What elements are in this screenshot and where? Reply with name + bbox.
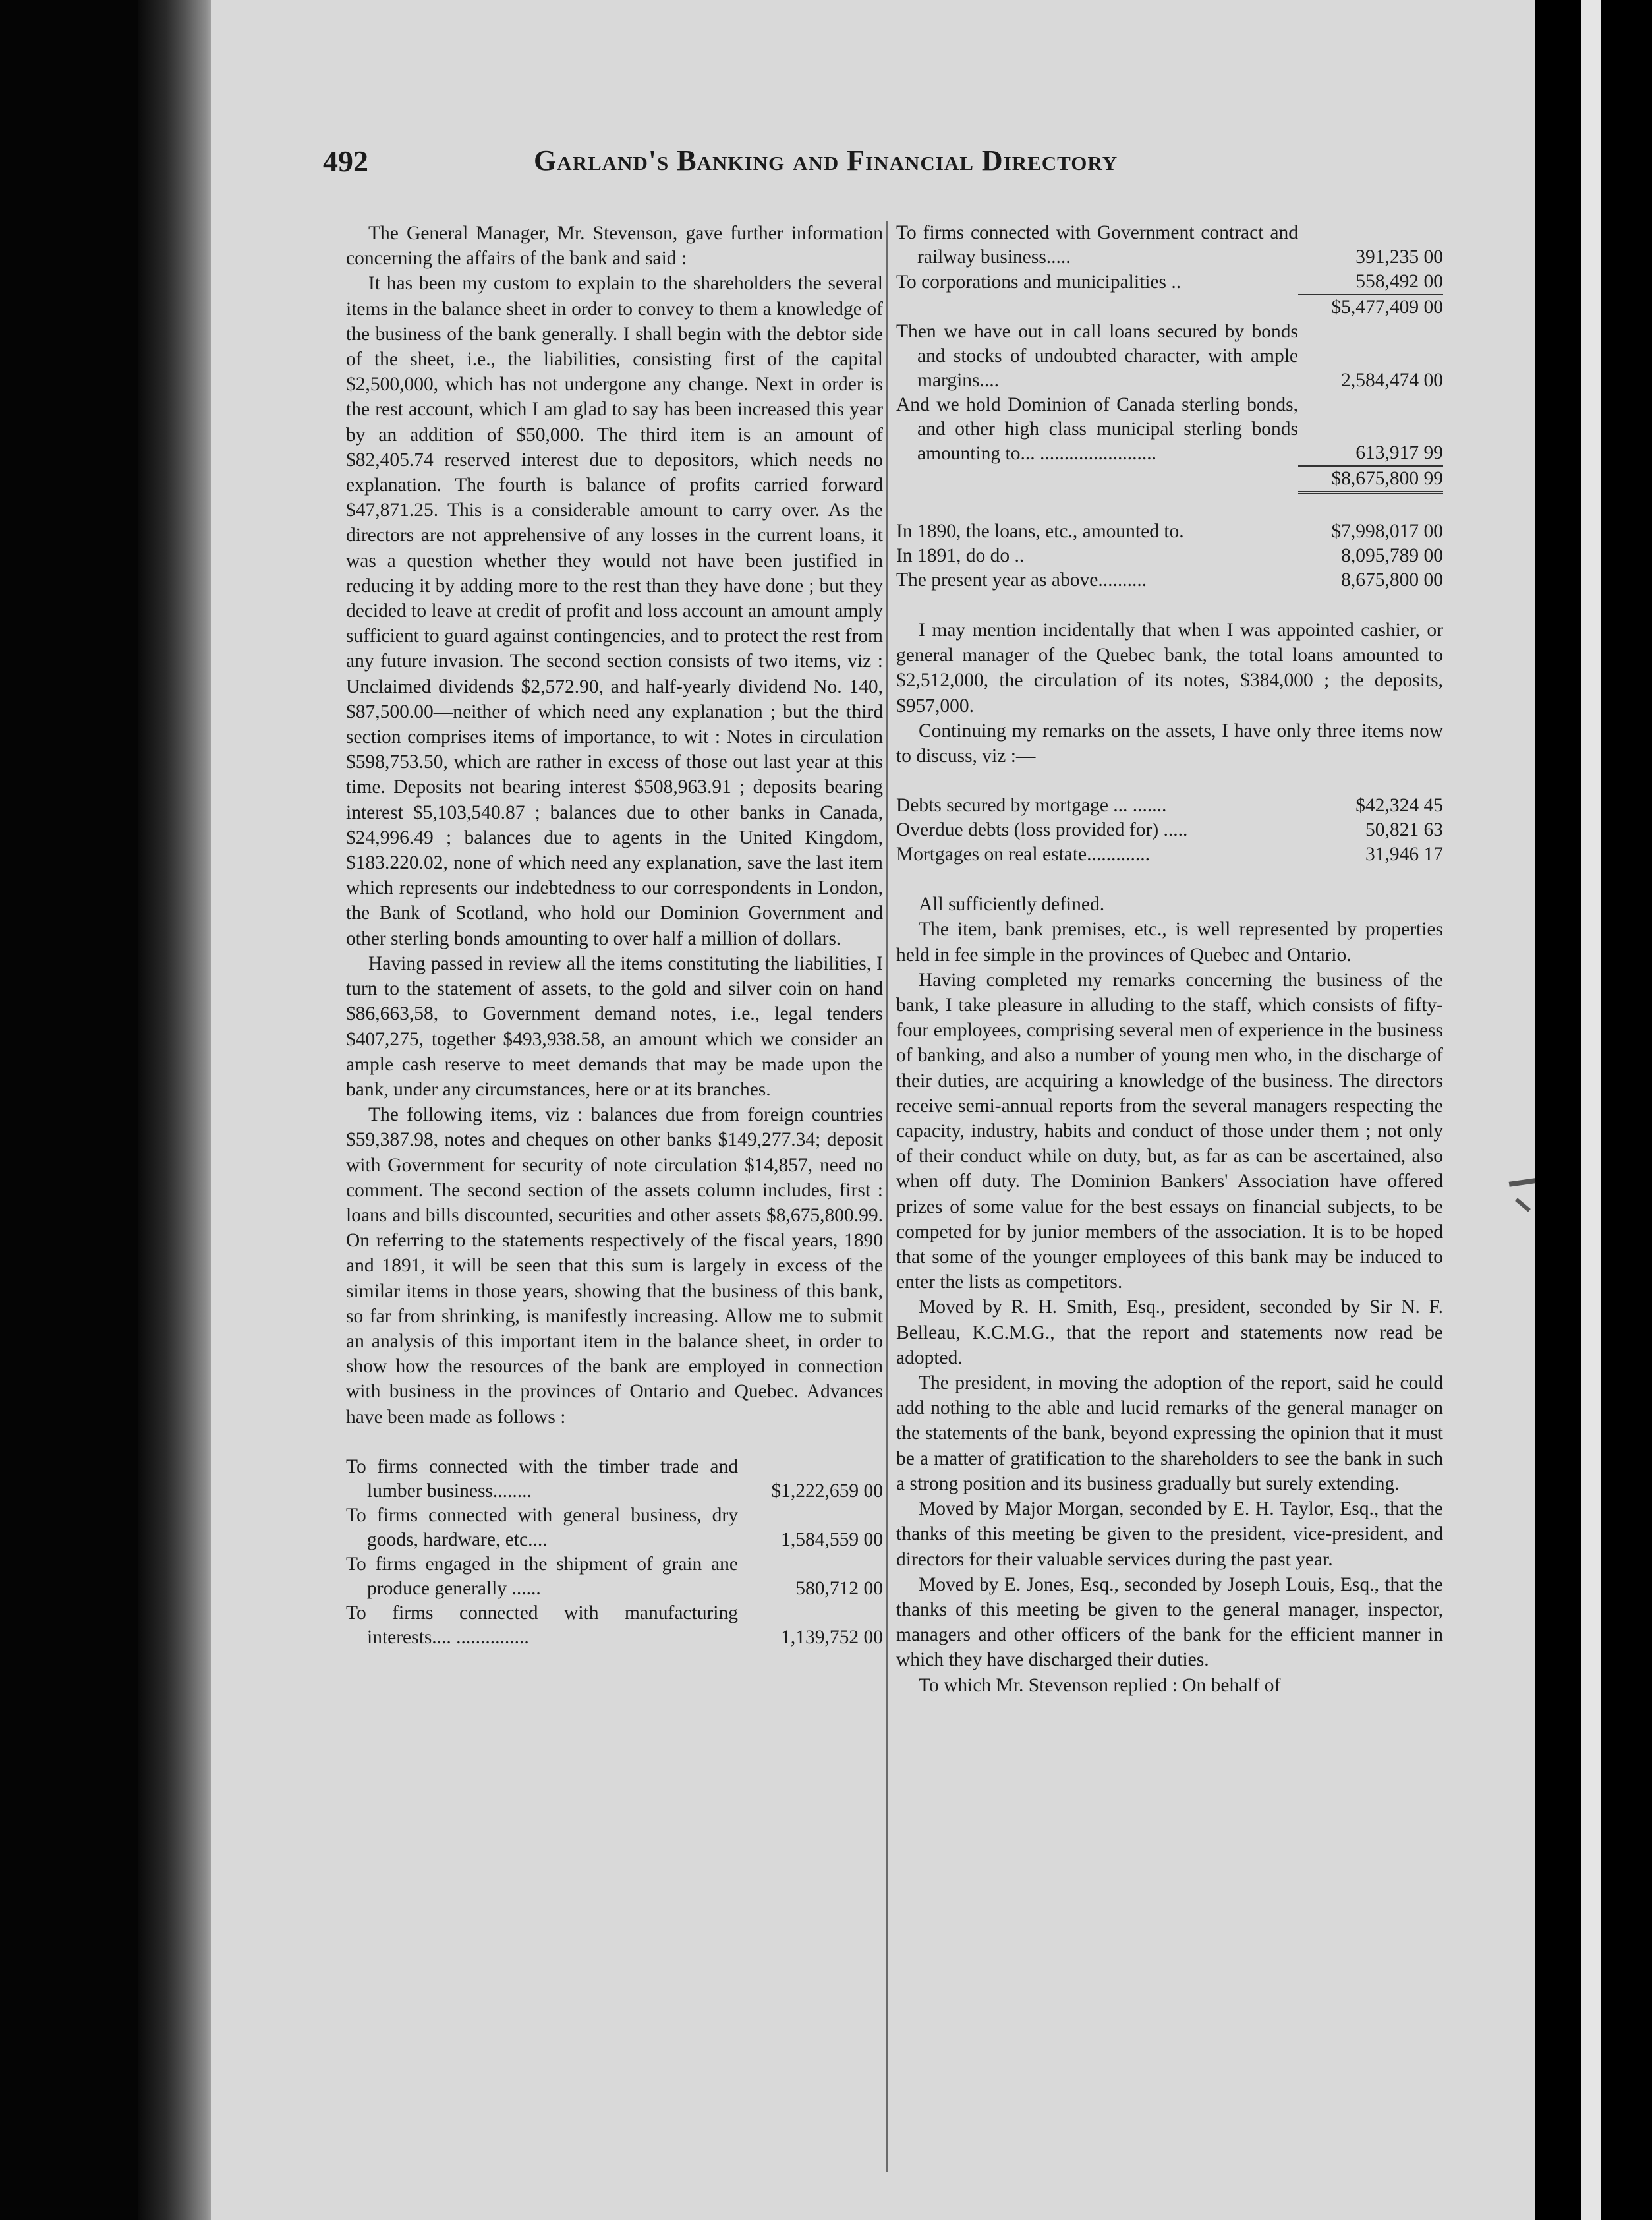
paragraph: The following items, viz : balances due from foreign countries $59,387.98, notes and cheques on other banks $149,277.34; deposit with Government for security of note circulation $14,857, need no comment. The second section of the assets column includes, first : loans and bills discounted, securities and other assets $8,675,800.99. On referring to the statements respectively of the fiscal years, 1890 and 1891, it will be seen that this sum is largely in excess of the similar items in those years, showing that the business of this bank, so far from shrinking, is manifestly increasing. Allow me to submit an analysis of this important item in the balance sheet, in order to show how the resources of the bank are employed in connection with business in the provinces of Ontario and Quebec. Advances have been made as follows : [346,1104,883,1428]
total-amount: $8,675,800 99 [1298,466,1443,493]
row-label: To firms connected with manufacturing interests.... ............... [346,1602,738,1648]
row-label: Debts secured by mortgage ... ....... [896,795,1167,817]
table-row [896,320,1443,393]
table-row [896,842,1443,867]
spacer [896,593,1443,618]
paragraph: Having completed my remarks concerning the business of the bank, I take pleasure in alluding to the staff, which consists of fifty-four employees, comprising several men of experience in the business of banking, and also a number of young men who, in the discharge of their duties, are acquiring a knowledge of the business. The directors receive semi-annual reports from the several managers respecting the capacity, industry, habits and conduct of those under them ; not only of their conduct while on duty, but, as far as can be ascertained, also when off duty. The Dominion Bankers' Association have offered prizes of some value for the best essays on financial subjects, to be competed for by junior members of the association. It is to be hoped that some of the younger employees of this bank may be induced to enter the lists as competitors. [896,969,1443,1293]
table-row [896,544,1443,568]
row-amount: $42,324 45 [1355,795,1443,817]
paragraph: Having passed in review all the items constituting the liabilities, I turn to the statement of assets, to the gold and silver coin on hand $86,663,58, to Government demand notes, i.e., legal tenders $407,275, together $493,938.58, an amount which we consider an ample cash reserve to meet demands that may be made upon the bank, under any circumstances, here or at its branches. [346,952,883,1100]
table-row [896,818,1443,842]
row-amount: 391,235 00 [1355,247,1443,268]
table-row [896,393,1443,466]
row-label: Then we have out in call loans secured by bonds and stocks of undoubted character, with ample margins.... [896,321,1298,391]
book-binding-shadow [138,0,217,2220]
row-amount: 50,821 63 [1365,819,1443,841]
row-amount: $1,222,659 00 [771,1480,883,1502]
table-row [896,794,1443,818]
table-row [346,1504,883,1552]
yearly-loans-table [896,519,1443,593]
assets-table [896,794,1443,867]
next-page-edge [1581,0,1601,2220]
table-row [346,1552,883,1601]
row-amount: 613,917 99 [1298,393,1443,466]
row-amount: 8,675,800 00 [1341,570,1443,591]
row-label: To corporations and municipalities .. [896,272,1182,293]
advances-table [346,1455,883,1650]
row-label: And we hold Dominion of Canada sterling bonds, and other high class municipal sterling bonds amounting to... ........................ [896,394,1298,464]
row-amount: 580,712 00 [795,1577,883,1599]
paragraph: Continuing my remarks on the assets, I have only three items now to discuss, viz :— [896,720,1443,767]
paragraph: The General Manager, Mr. Stevenson, gave further information concerning the affairs of the bank and said : [346,223,883,270]
spacer [896,769,1443,794]
column-divider [886,221,888,2172]
spacer [896,494,1443,519]
total-row [896,466,1443,493]
subtotal-row [896,295,1443,320]
row-label: To firms connected with general business, dry goods, hardware, etc.... [346,1504,738,1550]
row-label: Mortgages on real estate............. [896,844,1151,865]
spacer [346,1430,883,1455]
row-amount: 8,095,789 00 [1341,545,1443,566]
table-row [896,568,1443,593]
table-row [896,221,1443,270]
row-label: To firms engaged in the shipment of grain ane produce generally ...... [346,1553,738,1599]
row-label: In 1891, do do .. [896,545,1025,566]
running-title: Garland's Banking and Financial Directory [534,144,1118,177]
paragraph: Moved by Major Morgan, seconded by E. H. Taylor, Esq., that the thanks of this meeting be given to the president, vice-president, and directors for their valuable services during the past year. [896,1498,1443,1570]
spacer [896,867,1443,892]
paragraph: The president, in moving the adoption of the report, said he could add nothing to the able and lucid remarks of the general manager on the statements of the bank, beyond expressing the opinion that it must be a matter of gratification to the shareholders to see the bank in such a strong position and its business gradually but surely extending. [896,1372,1443,1494]
row-amount: 2,584,474 00 [1341,370,1443,391]
advances-continued-table [896,221,1443,494]
table-row [346,1455,883,1504]
left-column [346,221,883,2192]
row-amount: 1,139,752 00 [781,1626,883,1648]
subtotal-amount: $5,477,409 00 [1331,297,1443,318]
table-row [896,270,1443,295]
paragraph: The item, bank premises, etc., is well represented by properties held in fee simple in the provinces of Quebec and Ontario. [896,919,1443,966]
row-label: Overdue debts (loss provided for) ..... [896,819,1188,841]
paragraph: All sufficiently defined. [919,894,1105,916]
paragraph: Moved by R. H. Smith, Esq., president, seconded by Sir N. F. Belleau, K.C.M.G., that the report and statements now read be adopted. [896,1297,1443,1368]
row-label: To firms connected with Government contract and railway business..... [896,222,1298,268]
row-amount: 1,584,559 00 [781,1529,883,1550]
paragraph: To which Mr. Stevenson replied : On behalf of [919,1674,1281,1696]
table-row [896,519,1443,544]
row-amount: $7,998,017 00 [1331,521,1443,542]
page-header [323,144,1542,190]
paragraph: It has been my custom to explain to the shareholders the several items in the balance sheet in order to convey to them a knowledge of the business of the bank generally. I shall begin with the debtor side of the sheet, i.e., the liabilities, consisting first of the capital $2,500,000, which has not undergone any change. Next in order is the rest account, which I am glad to say has been increased this year by an addition of $50,000. The third item is an amount of $82,405.74 reserved interest due to depositors, which needs no explanation. The fourth is balance of profits carried forward $47,871.25. This is a considerable amount to carry over. As the directors are not apprehensive of any losses in the current loans, it was a question whether they would not have been justified in reducing it by adding more to the rest than they have done ; but they decided to leave at credit of profit and loss account an amount amply sufficient to guard against contingencies, and to protect the rest from any future invasion. The second section consists of two items, viz : Unclaimed dividends $2,572.90, and half-yearly dividend No. 140, $87,500.00—neither of which need any explanation ; but the third section comprises items of importance, to wit : Notes in circulation $598,753.50, which are rather in excess of those out last year at this time. Deposits not bearing interest $508,963.91 ; deposits bearing interest $5,103,540.87 ; balances due to other banks in Canada, $24,996.49 ; balances due to agents in the United Kingdom, $183.220.02, none of which need any explanation, save the last item which represents our indebtedness to our correspondents in London, the Bank of Scotland, who hold our Dominion Government and other sterling bonds amounting to over half a million of dollars. [346,273,883,949]
paragraph: I may mention incidentally that when I was appointed cashier, or general manager of the Quebec bank, the total loans amounted to $2,512,000, the circulation of its notes, $384,000 ; the deposits, $957,000. [896,620,1443,716]
row-label: To firms connected with the timber trade and lumber business........ [346,1455,738,1502]
paragraph: Moved by E. Jones, Esq., seconded by Joseph Louis, Esq., that the thanks of this meeting be given to the general manager, inspector, managers and other officers of the bank for the efficient manner in which they have discharged their duties. [896,1573,1443,1671]
row-label: In 1890, the loans, etc., amounted to. [896,521,1184,542]
row-amount: 31,946 17 [1365,844,1443,865]
row-amount: 558,492 00 [1298,270,1443,295]
table-row [346,1601,883,1650]
page-number: 492 [323,144,368,178]
row-label: The present year as above.......... [896,570,1147,591]
right-column [896,221,1443,2185]
